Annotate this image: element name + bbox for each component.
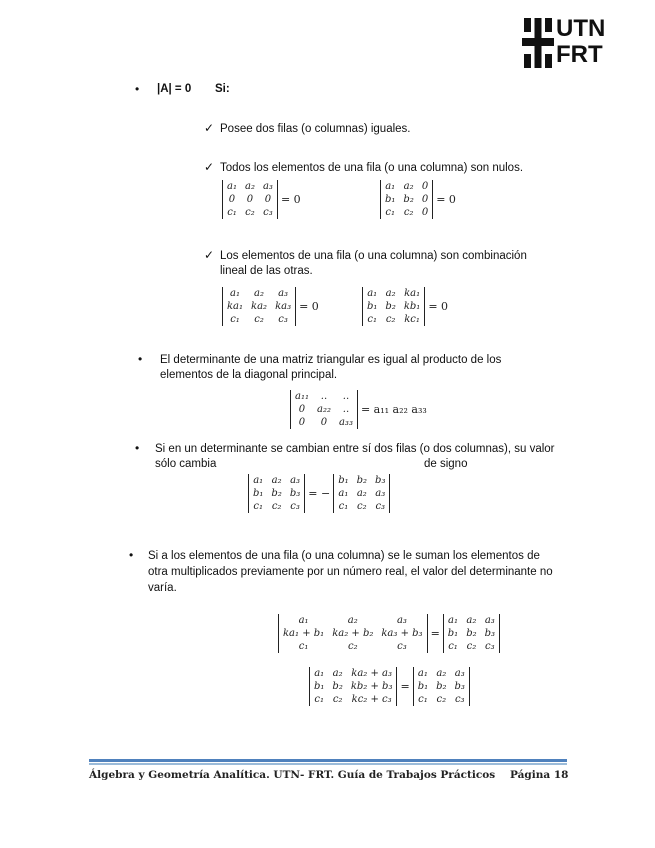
det-lincomb-row: a₁ a₂ a₃ ka₁ ka₂ ka₃ c₁ c₂ c₃ = 0 [222, 287, 322, 326]
bullet-icon: • [135, 82, 140, 96]
det-equals-zero: = 0 [299, 300, 319, 313]
det-equals: = [400, 680, 410, 693]
det-triangular: a₁₁ .. .. 0 a₂₂ .. 0 0 a₃₃ = a₁₁ a₂₂ a₃₃ [290, 390, 430, 429]
swap-text-2a: sólo cambia [155, 458, 217, 470]
checkmark-icon: ✓ [204, 121, 215, 135]
section-title: |A| = 0 [157, 83, 192, 95]
swap-text-2b: de signo [424, 458, 468, 470]
logo-frt: FRT [556, 41, 603, 68]
triangular-text-1: El determinante de una matriz triangular es igual al producto de los [160, 354, 502, 366]
page-number: Página 18 [510, 769, 569, 781]
footer-rule [89, 759, 567, 762]
det-zero-row: a₁ a₂ a₃ 0 0 0 c₁ c₂ c₃ = 0 [222, 180, 304, 219]
check-item-3: Los elementos de una fila (o una columna) son combinación [220, 250, 527, 262]
det-equals-zero: = 0 [428, 300, 449, 313]
section-si: Si: [215, 83, 230, 95]
det-add-column: a₁ a₂ ka₂ + a₃ b₁ b₂ kb₂ + b₃ c₁ c₂ kc₂ + c₃ = a₁ a₂ a₃ b₁ b₂ b₃ c₁ c₂ c₃ [309, 667, 470, 706]
utn-emblem-icon [522, 18, 554, 68]
check-item-3-cont: lineal de las otras. [220, 265, 313, 277]
triangular-product: = a₁₁ a₂₂ a₃₃ [360, 403, 427, 416]
det-lincomb-column: a₁ a₂ ka₁ b₁ b₂ kb₁ c₁ c₂ kc₁ = 0 [362, 287, 451, 326]
bullet-icon: • [129, 548, 134, 562]
det-equals-zero: = 0 [436, 193, 456, 206]
add-text-3: varía. [148, 582, 177, 594]
utn-logo [522, 16, 622, 72]
det-equals: = [430, 627, 440, 640]
check-item-1: Posee dos filas (o columnas) iguales. [220, 123, 411, 135]
det-swap: a₁ a₂ a₃ b₁ b₂ b₃ c₁ c₂ c₃ = − b₁ b₂ b₃ a₁ a₂ a₃ c₁ c₂ c₃ [248, 474, 390, 513]
footer-title: Álgebra y Geometría Analítica. UTN- FRT. Guía de Trabajos Prácticos [89, 769, 496, 781]
logo-utn: UTN [556, 15, 606, 42]
det-equals-zero: = 0 [280, 193, 301, 206]
checkmark-icon: ✓ [204, 248, 215, 262]
det-zero-column: a₁ a₂ 0 b₁ b₂ 0 c₁ c₂ 0 = 0 [380, 180, 459, 219]
add-text-2: otra multiplicados previamente por un número real, el valor del determinante no [148, 566, 553, 578]
checkmark-icon: ✓ [204, 160, 215, 174]
bullet-icon: • [138, 352, 143, 366]
footer-rule-light [89, 763, 567, 765]
add-text-1: Si a los elementos de una fila (o una columna) se le suman los elementos de [148, 550, 540, 562]
check-item-2: Todos los elementos de una fila (o una columna) son nulos. [220, 162, 524, 174]
det-equals-negative: = − [308, 487, 331, 500]
triangular-text-2: elementos de la diagonal principal. [160, 369, 338, 381]
det-add-row: a₁ a₂ a₃ ka₁ + b₁ ka₂ + b₂ ka₃ + b₃ c₁ c₂ c₃ = a₁ a₂ a₃ b₁ b₂ b₃ c₁ c₂ c₃ [278, 614, 500, 653]
swap-text-1: Si en un determinante se cambian entre sí dos filas (o dos columnas), su valor [155, 443, 555, 455]
bullet-icon: • [135, 441, 140, 455]
